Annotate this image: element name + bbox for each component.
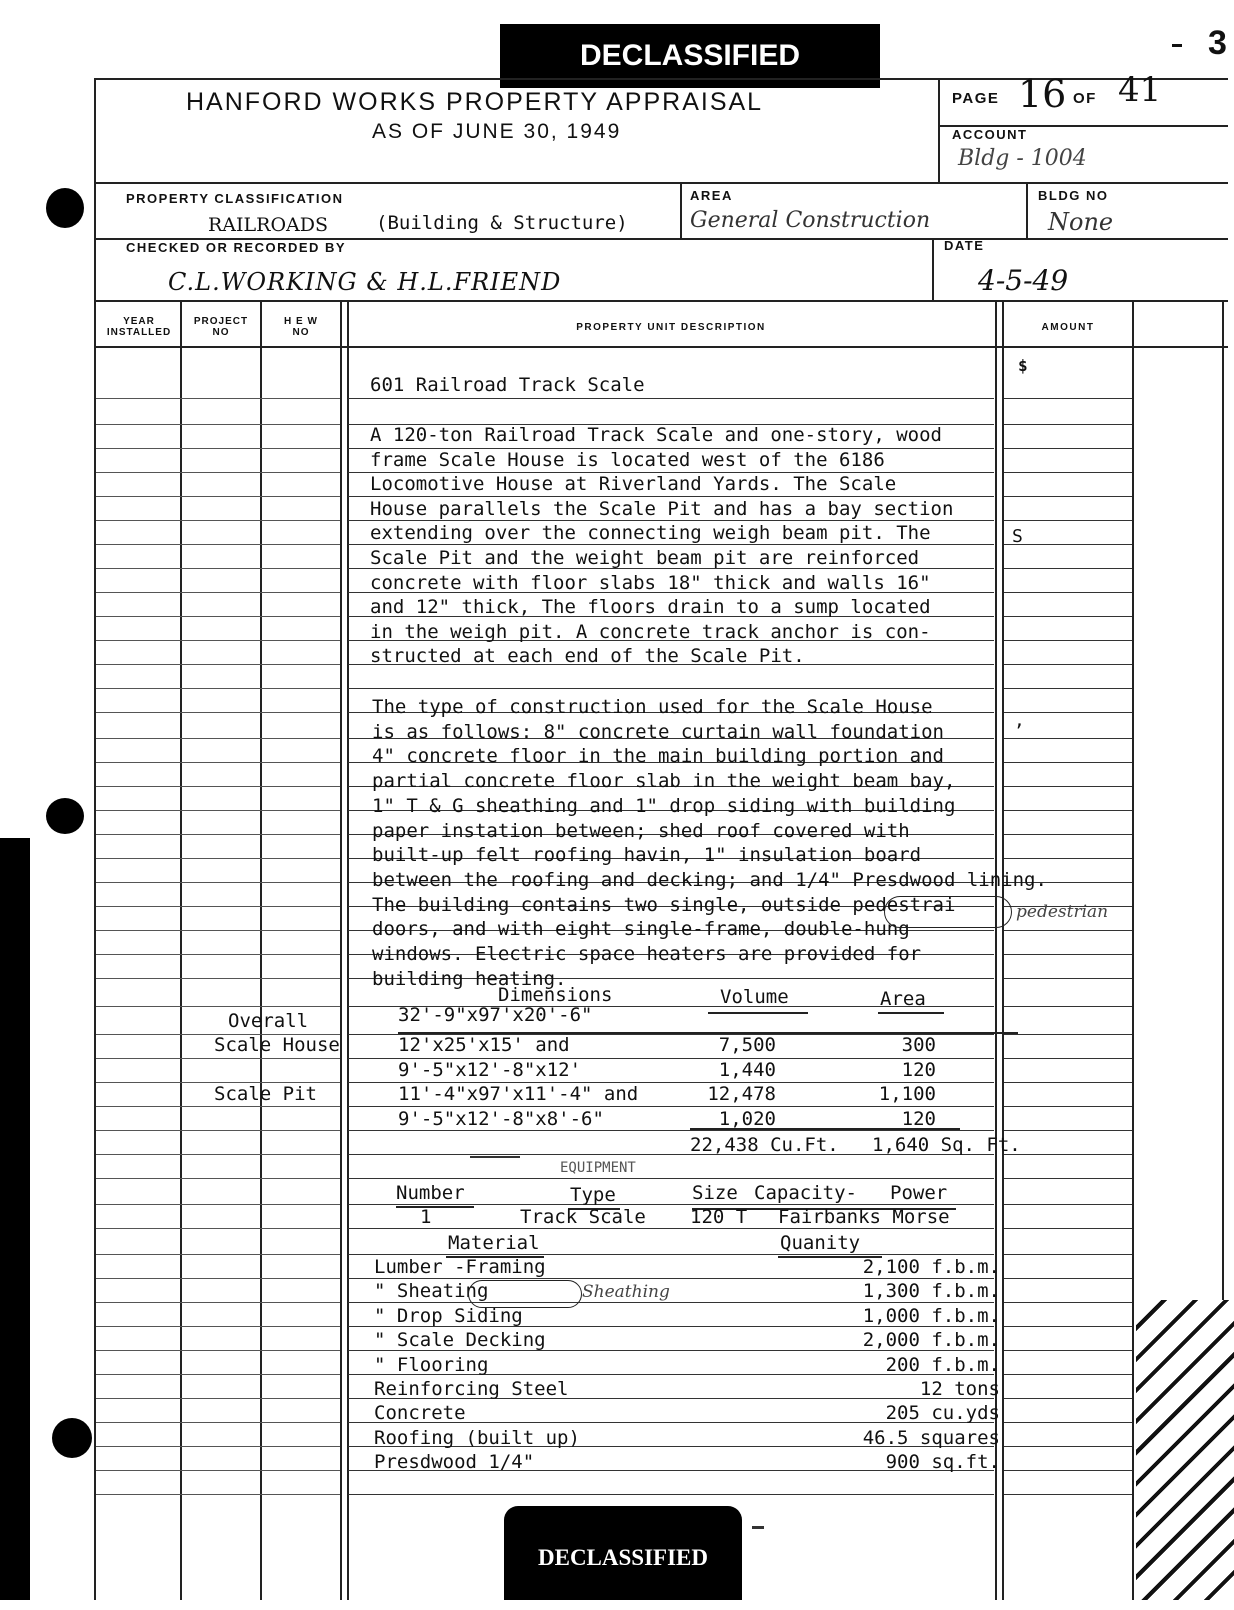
- bldg-left-line: [1026, 182, 1028, 238]
- area-header: Area: [880, 988, 926, 1010]
- left-ruled-line: [96, 688, 340, 689]
- left-ruled-line: [96, 712, 340, 713]
- amount-ruled-line: [1004, 472, 1132, 473]
- paragraph-1-line: Scale Pit and the weight beam pit are reinforced: [370, 547, 920, 569]
- amount-ruled-line: [1004, 1154, 1132, 1155]
- material-row-name: " Drop Siding: [374, 1304, 523, 1327]
- amount-ruled-line: [1004, 1302, 1132, 1303]
- amount-ruled-line: [1004, 810, 1132, 811]
- dimension-row-dims: 9'-5"x12'-8"x8'-6": [398, 1107, 604, 1130]
- left-ruled-line: [96, 1254, 340, 1255]
- total-area: 1,640 Sq. Ft.: [872, 1134, 1021, 1156]
- material-row-qty: 900 sq.ft.: [885, 1451, 1000, 1474]
- account-label: ACCOUNT: [952, 127, 1028, 142]
- sheathing-circle: [468, 1280, 582, 1308]
- amount-ruled-line: [1004, 520, 1132, 521]
- page-box-left-line: [938, 78, 940, 182]
- paragraph-2-line: is as follows: 8" concrete curtain wall foundation: [372, 720, 944, 743]
- dimensions-header-underline: [398, 1032, 1018, 1034]
- equip-type-header: Type: [570, 1184, 616, 1206]
- dimension-row-dims: 32'-9"x97'x20'-6": [398, 1004, 593, 1026]
- bldg-label: BLDG NO: [1038, 188, 1109, 203]
- quantity-header: Quanity: [780, 1232, 861, 1254]
- amount-ruled-line: [1004, 978, 1132, 979]
- dimension-row-area: 300: [901, 1034, 936, 1057]
- left-ruled-line: [96, 1204, 340, 1205]
- paragraph-1-line: A 120-ton Railroad Track Scale and one-story, wood: [370, 424, 942, 446]
- left-ruled-line: [96, 1106, 340, 1107]
- material-row-qty: 1,300 f.b.m.: [862, 1280, 1000, 1303]
- sheathing-note: Sheathing: [582, 1282, 670, 1302]
- paragraph-1-line: frame Scale House is located west of the 6186: [370, 448, 885, 471]
- date-label: DATE: [944, 238, 985, 253]
- column-header-bottom-line: [94, 346, 1228, 348]
- left-ruled-line: [96, 568, 340, 569]
- amount-ruled-line: [1004, 1034, 1132, 1035]
- left-ruled-line: [96, 1350, 340, 1351]
- left-ruled-line: [96, 1302, 340, 1303]
- dimension-row-volume: 12,478: [707, 1083, 776, 1106]
- amount-ruled-line: [1004, 1446, 1132, 1447]
- left-ruled-line: [96, 1130, 340, 1131]
- left-ruled-line: [96, 664, 340, 665]
- material-row-qty: 2,000 f.b.m.: [862, 1329, 1000, 1352]
- form-title: HANFORD WORKS PROPERTY APPRAISAL: [186, 88, 764, 116]
- bldg-value: None: [1048, 208, 1114, 236]
- punch-hole-middle: [46, 798, 84, 834]
- amount-ruled-line: [1004, 1470, 1132, 1471]
- material-row-name: Presdwood 1/4": [374, 1451, 535, 1474]
- dimension-row-dims: 12'x25'x15' and: [398, 1034, 570, 1057]
- amount-ruled-line: [1004, 1006, 1132, 1007]
- paragraph-2-line: between the roofing and decking; and 1/4" Presdwood lining.: [372, 868, 1047, 891]
- column-header-top-line: [94, 300, 1228, 302]
- area-value: General Construction: [690, 208, 931, 233]
- amount-ruled-line: [1004, 1058, 1132, 1059]
- amount-ruled-line: [1004, 954, 1132, 955]
- amount-ruled-line: [1004, 544, 1132, 545]
- amount-ruled-line: [1004, 1228, 1132, 1229]
- material-row-name: Concrete: [374, 1402, 466, 1425]
- equip-row-type: Track Scale: [520, 1206, 646, 1228]
- paragraph-1-line: and 12" thick, The floors drain to a sump located: [370, 596, 931, 619]
- left-ruled-line: [96, 1178, 340, 1179]
- declassified-stamp-bottom: DECLASSIFIED: [504, 1506, 742, 1600]
- paragraph-1-line: in the weigh pit. A concrete track anchor is con-: [370, 620, 931, 643]
- paragraph-2-line: building heating.: [372, 967, 567, 990]
- classification-top-line: [94, 182, 1228, 184]
- dimensions-total-rule: [690, 1128, 960, 1130]
- amount-margin-note: pedestrian: [1016, 902, 1109, 922]
- dimension-row-dims: 11'-4"x97'x11'-4" and: [398, 1083, 639, 1106]
- left-ruled-line: [96, 906, 340, 907]
- left-ruled-line: [96, 472, 340, 473]
- material-row-name: Reinforcing Steel: [374, 1378, 569, 1400]
- equip-capacity-header: Capacity-: [754, 1182, 857, 1204]
- amount-ruled-line: [1004, 1254, 1132, 1255]
- material-row-name: " Sheating: [374, 1280, 489, 1303]
- material-row-qty: 12 tons: [919, 1378, 1000, 1400]
- left-ruled-line: [96, 738, 340, 739]
- left-ruled-line: [96, 810, 340, 811]
- paragraph-1-line: structed at each end of the Scale Pit.: [370, 645, 805, 668]
- material-row-name: " Flooring: [374, 1353, 489, 1376]
- amount-ruled-line: [1004, 786, 1132, 787]
- left-ruled-line: [96, 1154, 340, 1155]
- amount-ruled-line: [1004, 448, 1132, 449]
- amount-ruled-line: [1004, 424, 1132, 425]
- amount-ruled-line: [1004, 1178, 1132, 1179]
- dimension-row-volume: 7,500: [718, 1034, 776, 1057]
- equip-number-underline: [396, 1206, 474, 1208]
- dimension-row-volume: 1,020: [718, 1107, 776, 1130]
- amount-ruled-line: [1004, 762, 1132, 763]
- material-row-name: Lumber -Framing: [374, 1256, 546, 1278]
- bottom-mark: [752, 1526, 764, 1529]
- ruled-line: [348, 688, 994, 689]
- equip-power-header: Power: [890, 1182, 948, 1204]
- amount-ruled-line: [1004, 616, 1132, 617]
- paragraph-2-line: 1" T & G sheathing and 1" drop siding with building: [372, 794, 956, 817]
- amount-ruled-line: [1004, 930, 1132, 931]
- amount-ruled-line: [1004, 1398, 1132, 1399]
- form-subtitle: AS OF JUNE 30, 1949: [372, 120, 622, 143]
- left-ruled-line: [96, 592, 340, 593]
- date-left-line: [932, 238, 934, 300]
- left-ruled-line: [96, 1374, 340, 1375]
- page-total: 41: [1118, 70, 1162, 110]
- amount-ruled-line: [1004, 858, 1132, 859]
- dimension-row-area: 120: [901, 1058, 936, 1081]
- left-ruled-line: [96, 1058, 340, 1059]
- paragraph-2-line: doors, and with eight single-frame, double-hung: [372, 918, 910, 941]
- total-volume: 22,438 Cu.Ft.: [690, 1134, 839, 1156]
- amount-ruled-line: [1004, 1494, 1132, 1495]
- paragraph-1-line: extending over the connecting weigh beam pit. The: [370, 522, 931, 545]
- of-label: OF: [1073, 90, 1097, 107]
- stack-edge-shading: [1136, 1300, 1234, 1600]
- left-ruled-line: [96, 398, 340, 399]
- dimension-row-volume: 1,440: [718, 1058, 776, 1081]
- checked-label: CHECKED OR RECORDED BY: [126, 240, 347, 255]
- property-classification-value: RAILROADS: [208, 214, 329, 236]
- amount-ruled-line: [1004, 1374, 1132, 1375]
- col-line-1: [180, 300, 182, 1600]
- description-header: PROPERTY UNIT DESCRIPTION: [576, 322, 766, 333]
- dimension-row-dims: 9'-5"x12'-8"x12': [398, 1058, 582, 1081]
- project-header: PROJECT NO: [193, 316, 249, 338]
- left-ruled-line: [96, 1326, 340, 1327]
- amount-header: AMOUNT: [1041, 322, 1095, 333]
- amount-ruled-line: [1004, 640, 1132, 641]
- amount-ruled-line: [1004, 398, 1132, 399]
- left-ruled-line: [96, 520, 340, 521]
- dimension-row-label: Scale House: [214, 1034, 340, 1057]
- page-fold-shadow: [0, 838, 30, 1600]
- paragraph-2-line: partial concrete floor slab in the weight beam bay,: [372, 770, 956, 793]
- left-ruled-line: [96, 1494, 340, 1495]
- page-number: 16: [1018, 72, 1067, 116]
- item-title: 601 Railroad Track Scale: [370, 374, 645, 396]
- declassified-stamp-top: DECLASSIFIED: [500, 24, 880, 88]
- material-row-qty: 1,000 f.b.m.: [862, 1304, 1000, 1327]
- volume-header: Volume: [720, 986, 789, 1008]
- amount-ruled-line: [1004, 1082, 1132, 1083]
- area-header-underline: [878, 1012, 944, 1014]
- paragraph-2-line: built-up felt roofing havin, 1" insulation board: [372, 844, 922, 867]
- material-row-name: Roofing (built up): [374, 1426, 580, 1449]
- amount-ruled-line: [1004, 1278, 1132, 1279]
- ruled-line: [348, 1494, 994, 1495]
- amount-ruled-line: [1004, 688, 1132, 689]
- year-header: YEAR INSTALLED: [106, 316, 172, 338]
- left-ruled-line: [96, 424, 340, 425]
- amount-dollar-sign: $: [1018, 356, 1028, 375]
- left-ruled-line: [96, 496, 340, 497]
- amount-ruled-line: [1004, 1106, 1132, 1107]
- material-row-name: " Scale Decking: [374, 1329, 546, 1352]
- amount-ruled-line: [1004, 664, 1132, 665]
- paragraph-1-line: House parallels the Scale Pit and has a bay section: [370, 497, 954, 520]
- left-ruled-line: [96, 544, 340, 545]
- left-ruled-line: [96, 978, 340, 979]
- amount-margin-s: S: [1012, 526, 1023, 547]
- paragraph-2-line: windows. Electric space heaters are provided for: [372, 943, 922, 965]
- punch-hole-top: [46, 188, 84, 228]
- left-ruled-line: [96, 954, 340, 955]
- amount-ruled-line: [1004, 1350, 1132, 1351]
- left-ruled-line: [96, 858, 340, 859]
- left-ruled-line: [96, 1446, 340, 1447]
- left-ruled-line: [96, 882, 340, 883]
- property-classification-paren: (Building & Structure): [376, 212, 628, 234]
- ruled-line: [348, 398, 994, 399]
- property-classification-label: PROPERTY CLASSIFICATION: [126, 191, 344, 206]
- material-row-qty: 200 f.b.m.: [885, 1353, 1000, 1376]
- amount-ruled-line: [1004, 1204, 1132, 1205]
- equip-size-header: Size: [692, 1182, 738, 1204]
- col-line-3b: [347, 300, 349, 1600]
- dimension-row-label: Overall: [228, 1010, 309, 1032]
- punch-hole-bottom: [52, 1418, 92, 1458]
- dash-mark: [470, 1156, 520, 1158]
- material-row-qty: 205 cu.yds: [885, 1402, 1000, 1425]
- left-ruled-line: [96, 834, 340, 835]
- left-ruled-line: [96, 1470, 340, 1471]
- header-left-line: [94, 78, 96, 1600]
- paragraph-2-line: 4" concrete floor in the main building portion and: [372, 745, 944, 768]
- page-label: PAGE: [952, 90, 1000, 107]
- equip-row-size: 120 T: [690, 1206, 748, 1228]
- amount-ruled-line: [1004, 1326, 1132, 1327]
- paragraph-2-line: The building contains two single, outside pedestrai: [372, 893, 956, 916]
- equipment-heading: EQUIPMENT: [560, 1160, 636, 1176]
- paragraph-2-line: The type of construction used for the Scale House: [372, 696, 933, 718]
- paragraph-2-line: paper instation between; shed roof covered with: [372, 819, 910, 842]
- pedestrian-circle: [884, 896, 1012, 928]
- amount-ruled-line: [1004, 592, 1132, 593]
- ruled-line: [348, 1178, 994, 1179]
- left-ruled-line: [96, 616, 340, 617]
- col-line-4b: [1002, 300, 1004, 1600]
- corner-dash: [1172, 44, 1182, 47]
- ruled-line: [348, 520, 994, 521]
- amount-ruled-line: [1004, 738, 1132, 739]
- col-line-5: [1132, 300, 1134, 1600]
- amount-ruled-line: [1004, 834, 1132, 835]
- checked-value: C.L.WORKING & H.L.FRIEND: [168, 268, 562, 296]
- amount-ruled-line: [1004, 496, 1132, 497]
- material-row-qty: 2,100 f.b.m.: [862, 1256, 1000, 1278]
- area-label: AREA: [690, 188, 733, 203]
- date-value: 4-5-49: [978, 264, 1069, 297]
- left-ruled-line: [96, 930, 340, 931]
- ruled-line: [348, 1228, 994, 1229]
- equip-row-number: 1: [420, 1206, 432, 1228]
- hew-header: H E W NO: [284, 316, 318, 338]
- col-line-2: [260, 300, 262, 1600]
- left-ruled-line: [96, 786, 340, 787]
- area-left-line: [680, 182, 682, 238]
- dimension-row-area: 120: [901, 1107, 936, 1130]
- account-value: Bldg - 1004: [958, 146, 1087, 171]
- col-line-3a: [340, 300, 342, 1600]
- amount-margin-comma: ,: [1014, 710, 1025, 731]
- left-ruled-line: [96, 1278, 340, 1279]
- left-ruled-line: [96, 448, 340, 449]
- volume-header-underline: [708, 1012, 808, 1014]
- ruled-line: [348, 1278, 994, 1279]
- left-ruled-line: [96, 1228, 340, 1229]
- left-ruled-line: [96, 1398, 340, 1399]
- left-ruled-line: [96, 762, 340, 763]
- material-header: Material: [448, 1232, 540, 1254]
- dimension-row-label: Scale Pit: [214, 1083, 317, 1106]
- equip-number-header: Number: [396, 1182, 465, 1204]
- amount-ruled-line: [1004, 568, 1132, 569]
- material-row-qty: 46.5 squares: [862, 1426, 1000, 1449]
- amount-ruled-line: [1004, 1422, 1132, 1423]
- left-ruled-line: [96, 1006, 340, 1007]
- corner-mark: 3: [1208, 24, 1227, 62]
- paragraph-1-line: Locomotive House at Riverland Yards. The Scale: [370, 473, 897, 496]
- left-ruled-line: [96, 1422, 340, 1423]
- ruled-line: [348, 1204, 994, 1205]
- dimension-row-area: 1,100: [878, 1083, 936, 1106]
- left-ruled-line: [96, 640, 340, 641]
- dimensions-header: Dimensions: [498, 984, 613, 1006]
- paragraph-1-line: concrete with floor slabs 18" thick and walls 16": [370, 571, 931, 594]
- ruled-line: [348, 1254, 994, 1255]
- amount-ruled-line: [1004, 1130, 1132, 1131]
- ruled-line: [348, 1130, 994, 1131]
- equip-row-maker: Fairbanks Morse: [778, 1206, 950, 1228]
